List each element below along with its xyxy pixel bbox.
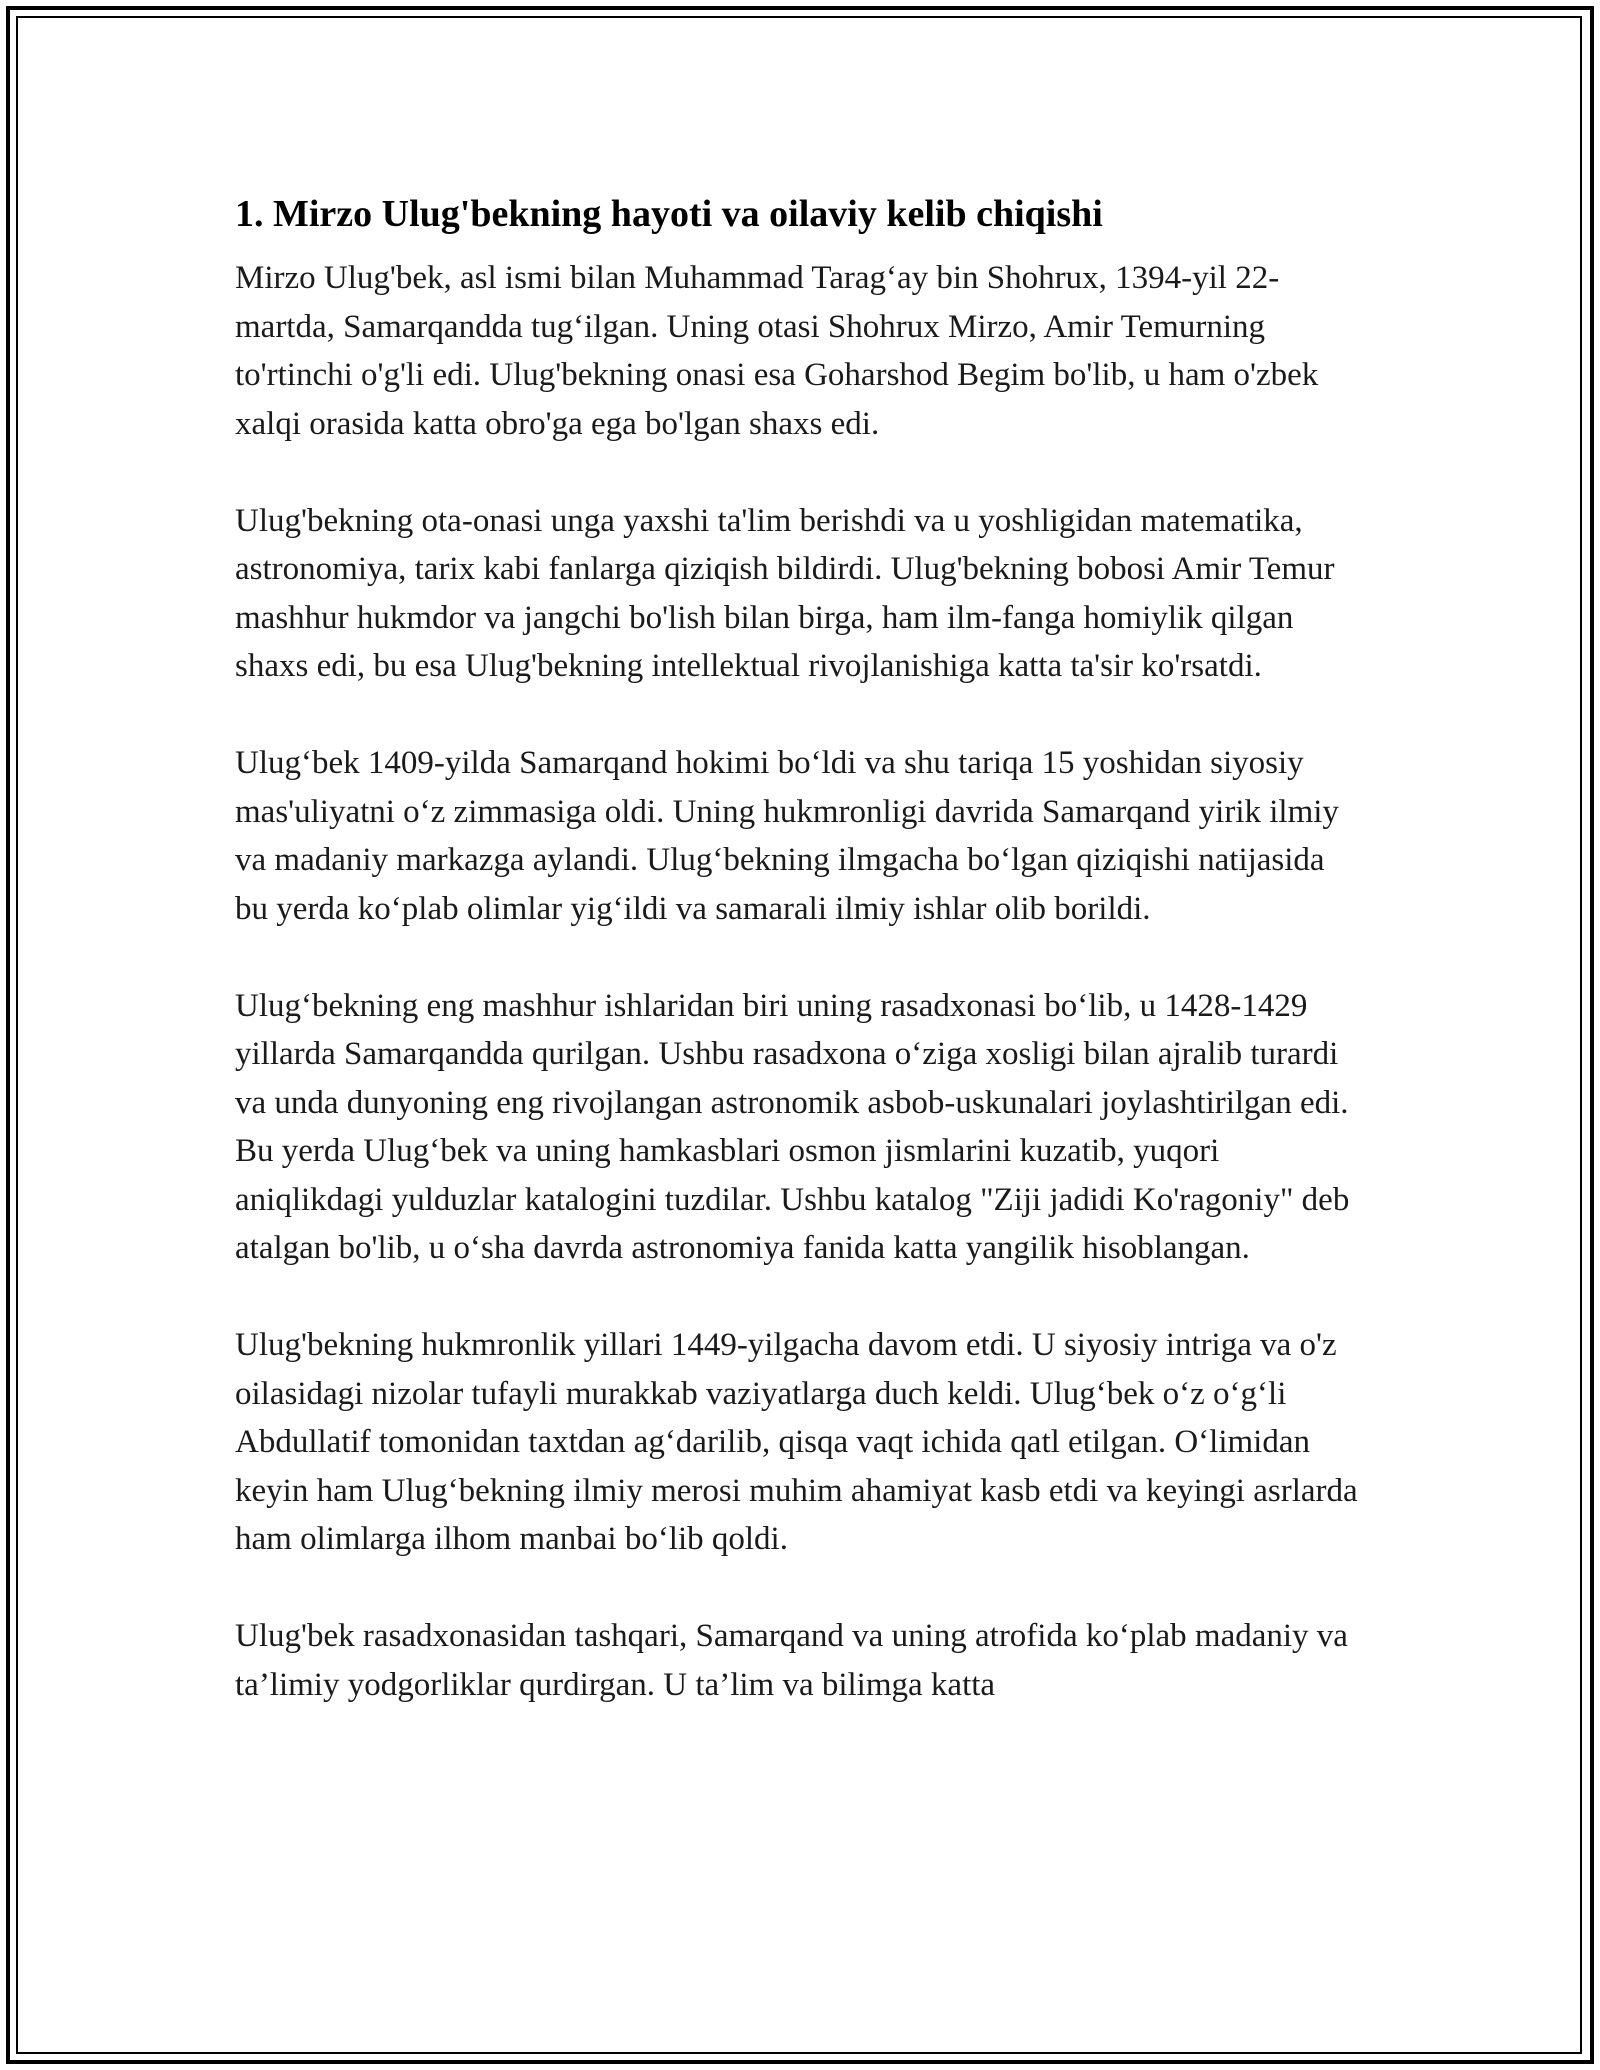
paragraph-birth-and-family: Mirzo Ulug'bek, asl ismi bilan Muhammad Tarag‘ay bin Shohrux, 1394-yil 22-martda, Samarqandda tug‘ilgan. Uning otasi Shohrux Mirzo, Amir Temurning to'rtinchi o'g'li edi. Ulug'bekning onasi esa Goharshod Begim bo'lib, u ham o'zbek xalqi orasida katta obro'ga ega bo'lgan shaxs edi. bbox=[235, 260, 1319, 442]
paragraph-monuments: Ulug'bek rasadxonasidan tashqari, Samarqand va uning atrofida ko‘plab madaniy va ta’limiy yodgorliklar qurdirgan. U ta’lim va bilimga katta bbox=[235, 1618, 1348, 1703]
section-heading: 1. Mirzo Ulug'bekning hayoti va oilaviy kelib chiqishi bbox=[235, 193, 1103, 235]
document-body bbox=[235, 188, 1365, 1758]
paragraph-reign-end: Ulug'bekning hukmronlik yillari 1449-yilgacha davom etdi. U siyosiy intriga va o'z oilasidagi nizolar tufayli murakkab vaziyatlarga duch keldi. Ulug‘bek o‘z o‘g‘li Abdullatif tomonidan taxtdan ag‘darilib, qisqa vaqt ichida qatl etilgan. O‘limidan keyin ham Ulug‘bekning ilmiy merosi muhim ahamiyat kasb etdi va keyingi asrlarda ham olimlarga ilhom manbai bo‘lib qoldi. bbox=[235, 1327, 1358, 1557]
paragraph-education: Ulug'bekning ota-onasi unga yaxshi ta'lim berishdi va u yoshligidan matematika, astronomiya, tarix kabi fanlarga qiziqish bildirdi. Ulug'bekning bobosi Amir Temur mashhur hukmdor va jangchi bo'lish bilan birga, ham ilm-fanga homiylik qilgan shaxs edi, bu esa Ulug'bekning intellektual rivojlanishiga katta ta'sir ko'rsatdi. bbox=[235, 502, 1335, 684]
paragraph-samarkand-governor: Ulug‘bek 1409-yilda Samarqand hokimi bo‘ldi va shu tariqa 15 yoshidan siyosiy mas'uliyatni o‘z zimmasiga oldi. Uning hukmronligi davrida Samarqand yirik ilmiy va madaniy markazga aylandi. Ulug‘bekning ilmgacha bo‘lgan qiziqishi natijasida bu yerda ko‘plab olimlar yig‘ildi va samarali ilmiy ishlar olib borildi. bbox=[235, 745, 1339, 927]
paragraph-observatory: Ulug‘bekning eng mashhur ishlaridan biri uning rasadxonasi bo‘lib, u 1428-1429 yillarda Samarqandda qurilgan. Ushbu rasadxona o‘ziga xosligi bilan ajralib turardi va unda dunyoning eng rivojlangan astronomik asbob-uskunalari joylashtirilgan edi. Bu yerda Ulug‘bek va uning hamkasblari osmon jismlarini kuzatib, yuqori aniqlikdagi yulduzlar katalogini tuzdilar. Ushbu katalog "Ziji jadidi Ko'ragoniy" deb atalgan bo'lib, u o‘sha davrda astronomiya fanida katta yangilik hisoblangan. bbox=[235, 987, 1350, 1266]
